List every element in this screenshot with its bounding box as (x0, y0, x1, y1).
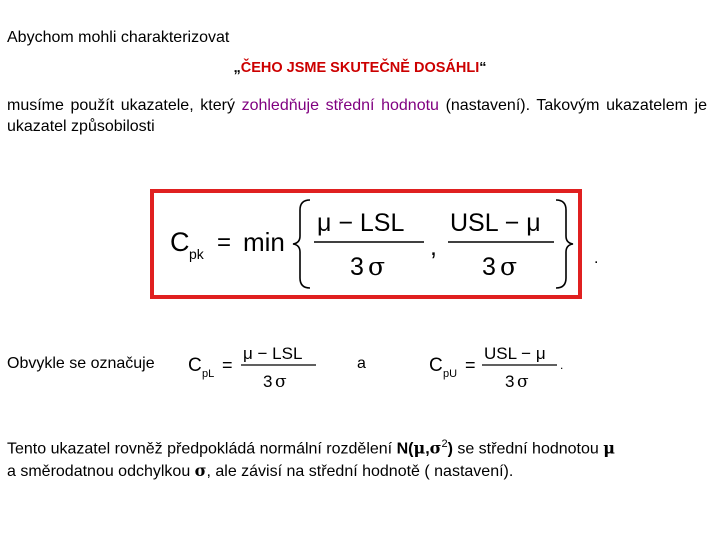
mean-mu-symbol: μ (603, 438, 615, 458)
cpu-denominator: 3 (505, 372, 515, 391)
assumption-text-3: a směrodatnou odchylkou (7, 463, 195, 481)
intro-text: Abychom mohli charakterizovat (7, 29, 230, 46)
headline (0, 60, 720, 76)
fraction2-denominator: 3 (482, 253, 496, 281)
left-brace (293, 200, 310, 288)
explanation-part1: musíme použít ukazatele, který (7, 97, 242, 114)
cpk-subscript: pk (189, 246, 204, 262)
normal-dist-superscript: 2 (441, 438, 448, 450)
formula-period: . (594, 250, 599, 267)
stddev-sigma-symbol: σ (194, 461, 207, 481)
right-brace (556, 200, 573, 288)
cpl-equals: = (222, 355, 233, 375)
fraction2-numerator: USL − μ (450, 209, 541, 237)
notation-label: Obvykle se označuje (7, 355, 155, 372)
cpl-numerator: μ − LSL (243, 344, 303, 363)
cpu-formula (427, 338, 567, 396)
normal-dist-open: N( (396, 440, 414, 458)
cpl-denominator: 3 (263, 372, 273, 391)
assumption-paragraph (7, 433, 713, 483)
cpl-subscript: pL (202, 368, 215, 380)
cpk-symbol: C (170, 227, 190, 257)
fraction2-sigma: σ (500, 252, 518, 281)
headline-text: ČEHO JSME SKUTEČNĚ DOSÁHLI (240, 60, 480, 76)
and-word: a (357, 355, 366, 372)
explanation-paragraph (7, 95, 707, 137)
headline-quote-close: “ (479, 60, 487, 76)
cpu-symbol: C (429, 355, 443, 376)
assumption-text-4: , ale závisí na střední hodnotě ( nastavení). (206, 463, 514, 481)
assumption-text-2: se střední hodnotou (452, 440, 604, 458)
headline-quote-open: „ (233, 60, 241, 76)
cpu-equals: = (465, 355, 476, 375)
cpl-symbol: C (188, 355, 202, 376)
fraction-comma: , (430, 233, 437, 261)
cpu-numerator: USL − μ (484, 344, 546, 363)
fraction1-denominator: 3 (350, 253, 364, 281)
fraction1-numerator: μ − LSL (317, 209, 405, 237)
cpk-equals: = (217, 229, 232, 256)
normal-dist-close: ) (447, 440, 453, 458)
min-function: min (243, 227, 285, 257)
cpl-formula (186, 338, 326, 396)
explanation-part2: (nastavení). Takovým ukazatelem je ukazatel způsobilosti (7, 97, 708, 135)
cpu-period: . (560, 358, 564, 372)
cpl-sigma: σ (275, 372, 287, 392)
normal-dist-sigma: σ (429, 438, 442, 458)
cpk-formula (154, 193, 578, 295)
cpu-sigma: σ (517, 372, 529, 392)
fraction1-sigma: σ (368, 252, 386, 281)
cpu-subscript: pU (443, 368, 458, 380)
assumption-text-1: Tento ukazatel rovněž předpokládá normální rozdělení (7, 440, 397, 458)
explanation-highlight: zohledňuje střední hodnotu (241, 97, 439, 114)
normal-dist-mu: μ (413, 438, 426, 458)
normal-dist-comma: , (425, 440, 430, 458)
